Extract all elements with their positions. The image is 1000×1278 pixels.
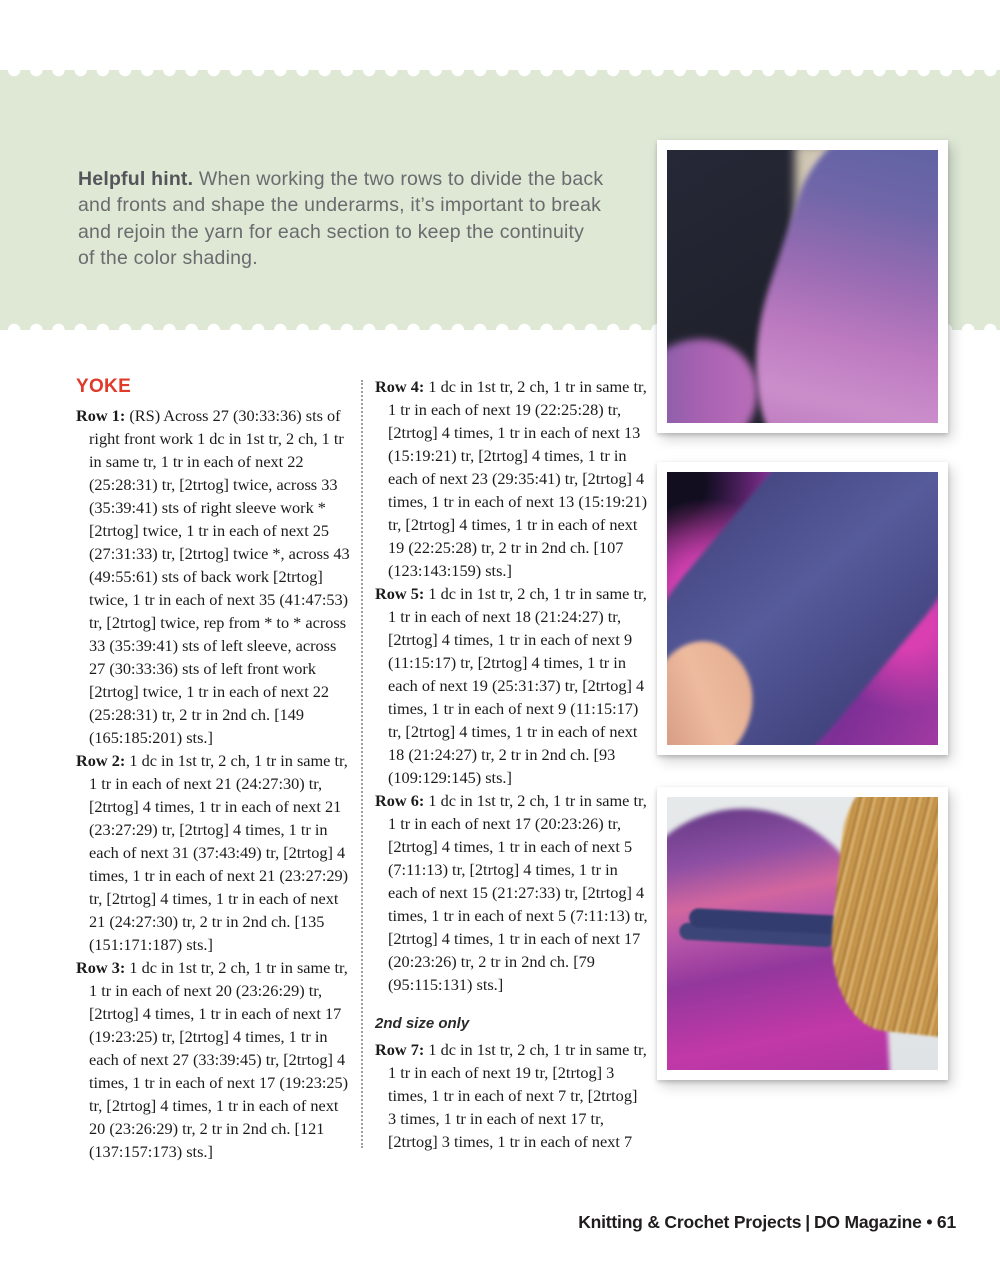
row-7-text: 1 dc in 1st tr, 2 ch, 1 tr in same tr, 1 tr in each of next 19 tr, [2trtog] 3 times, 1 tr in each of next 7 tr, [2trtog] 3 times, 1 tr in each of next 17 tr, [2trtog] 3 times, 1 tr in each of next 7 bbox=[388, 1040, 647, 1151]
row-2-label: Row 2: bbox=[76, 751, 126, 770]
row-3-text: 1 dc in 1st tr, 2 ch, 1 tr in same tr, 1 tr in each of next 20 (23:26:29) tr, [2trtog] 4 times, 1 tr in each of next 17 (19:23:25) tr, [2trtog] 4 times, 1 tr in each of next 27 (33:39:45) tr, [2trtog] 4 times, 1 tr in each of next 17 (19:23:25) tr, [2trtog] 4 times, 1 tr in each of next 20 (23:26:29) tr, 2 tr in 2nd ch. [121 (137:157:173) sts.] bbox=[89, 958, 349, 1161]
photo-shoulder-detail bbox=[657, 787, 948, 1080]
row-7-label: Row 7: bbox=[375, 1040, 425, 1059]
size-note: 2nd size only bbox=[375, 1015, 470, 1032]
row-5-text: 1 dc in 1st tr, 2 ch, 1 tr in same tr, 1 tr in each of next 18 (21:24:27) tr, [2trtog] 4 times, 1 tr in each of next 9 (11:15:17) tr, [2trtog] 4 times, 1 tr in each of next 19 (25:31:37) tr, [2trtog] 4 times, 1 tr in each of next 9 (11:15:17) tr, [2trtog] 4 times, 1 tr in each of next 18 (21:24:27) tr, 2 tr in 2nd ch. [93 (109:129:145) sts.] bbox=[388, 584, 647, 787]
footer-section: Knitting & Crochet Projects bbox=[578, 1212, 802, 1232]
pattern-row-6 bbox=[375, 789, 649, 996]
pattern-row-5 bbox=[375, 582, 649, 789]
pattern-row-7 bbox=[375, 1038, 649, 1153]
collar-photo-image bbox=[667, 150, 938, 423]
scallop-edge-top bbox=[0, 62, 1000, 78]
pattern-row-3 bbox=[76, 956, 350, 1163]
footer-separator: | bbox=[805, 1212, 810, 1232]
row-2-text: 1 dc in 1st tr, 2 ch, 1 tr in same tr, 1 tr in each of next 21 (24:27:30) tr, [2trtog] 4 times, 1 tr in each of next 21 (23:27:29) tr, [2trtog] 4 times, 1 tr in each of next 31 (37:43:49) tr, [2trtog] 4 times, 1 tr in each of next 21 (23:27:29) tr, [2trtog] 4 times, 1 tr in each of next 21 (24:27:30) tr, 2 tr in 2nd ch. [135 (151:171:187) sts.] bbox=[89, 751, 349, 954]
instruction-column-right bbox=[375, 375, 649, 1153]
row-3-label: Row 3: bbox=[76, 958, 126, 977]
footer-suffix: Magazine • 61 bbox=[844, 1212, 956, 1232]
section-heading-yoke: YOKE bbox=[76, 376, 132, 397]
footer-brand: DO bbox=[813, 1212, 840, 1232]
pattern-row-2 bbox=[76, 749, 350, 956]
shoulder-photo-image bbox=[667, 797, 938, 1070]
pattern-row-4 bbox=[375, 375, 649, 582]
page-footer bbox=[578, 1212, 956, 1233]
row-4-text: 1 dc in 1st tr, 2 ch, 1 tr in same tr, 1 tr in each of next 19 (22:25:28) tr, [2trtog] 4 times, 1 tr in each of next 13 (15:19:21) tr, [2trtog] 4 times, 1 tr in each of next 23 (29:35:41) tr, [2trtog] 4 times, 1 tr in each of next 13 (15:19:21) tr, [2trtog] 4 times, 1 tr in each of next 19 (22:25:28) tr, 2 tr in 2nd ch. [107 (123:143:159) sts.] bbox=[388, 377, 648, 580]
instruction-column-left bbox=[76, 375, 350, 1163]
column-divider bbox=[361, 380, 363, 1148]
row-1-label: Row 1: bbox=[76, 406, 126, 425]
hint-label: Helpful hint. bbox=[78, 167, 194, 190]
row-1-text: (RS) Across 27 (30:33:36) sts of right front work 1 dc in 1st tr, 2 ch, 1 tr in same tr, 1 tr in each of next 22 (25:28:31) tr, [2trtog] twice, across 33 (35:39:41) sts of right sleeve work * [2trtog] twice, 1 tr in each of next 25 (27:31:33) tr, [2trtog] twice *, across 43 (49:55:61) sts of back work [2trtog] twice, 1 tr in each of next 35 (41:47:53) tr, [2trtog] twice, rep from * to * across 33 (35:39:41) sts of left sleeve, across 27 (30:33:36) sts of left front work [2trtog] twice, 1 tr in each of next 22 (25:28:31) tr, 2 tr in 2nd ch. [149 (165:185:201) sts.] bbox=[89, 406, 350, 747]
row-6-text: 1 dc in 1st tr, 2 ch, 1 tr in same tr, 1 tr in each of next 17 (20:23:26) tr, [2trtog] 4 times, 1 tr in each of next 5 (7:11:13) tr, [2trtog] 4 times, 1 tr in each of next 15 (21:27:33) tr, [2trtog] 4 times, 1 tr in each of next 5 (7:11:13) tr, [2trtog] 4 times, 1 tr in each of next 17 (20:23:26) tr, 2 tr in 2nd ch. [79 (95:115:131) sts.] bbox=[388, 791, 648, 994]
row-4-label: Row 4: bbox=[375, 377, 425, 396]
photo-sleeve-detail bbox=[657, 462, 948, 755]
sleeve-photo-image bbox=[667, 472, 938, 745]
photo-collar-detail bbox=[657, 140, 948, 433]
row-6-label: Row 6: bbox=[375, 791, 425, 810]
hint-text: When working the two rows to divide the back and fronts and shape the underarms, it’s important to break and rejoin the yarn for each section to keep the continuity of the color shading. bbox=[78, 167, 604, 269]
row-5-label: Row 5: bbox=[375, 584, 425, 603]
pattern-row-1 bbox=[76, 404, 350, 749]
helpful-hint bbox=[78, 166, 606, 272]
